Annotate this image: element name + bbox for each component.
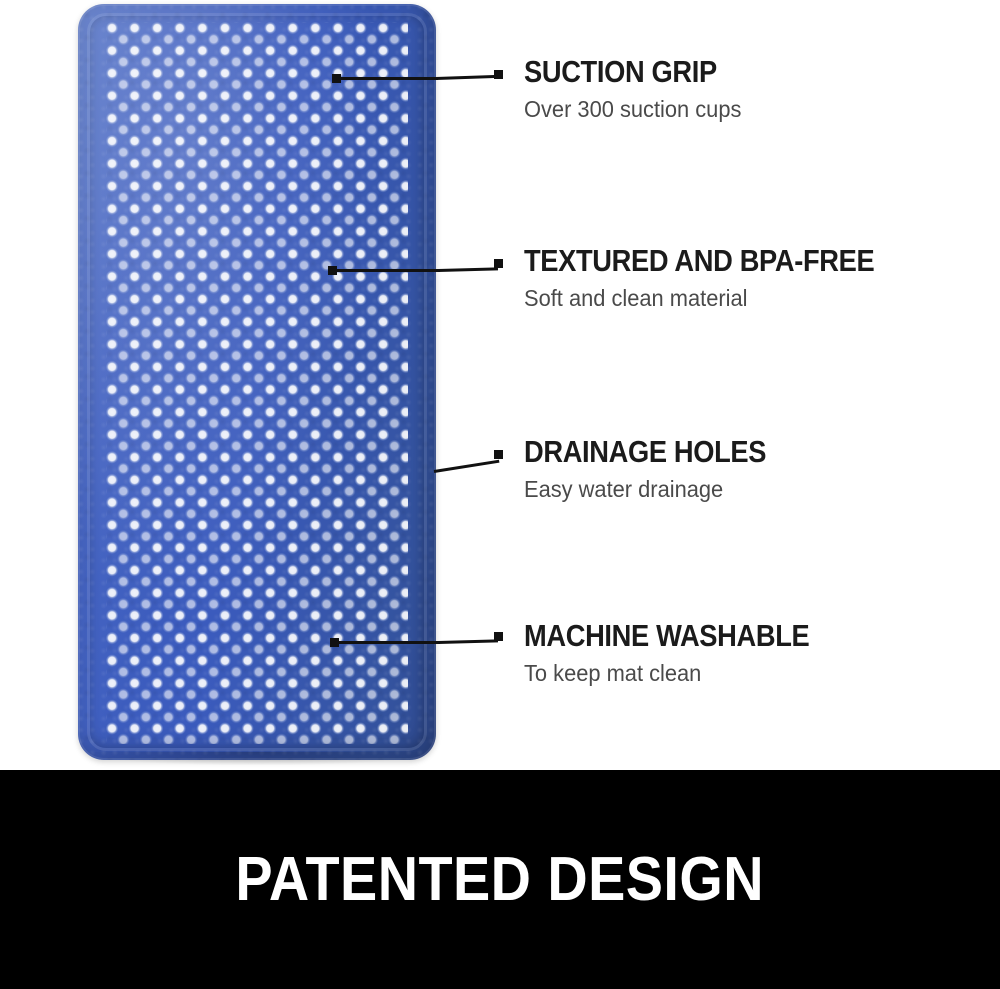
- callout-4-line-diagonal: [438, 639, 498, 644]
- callout-2-line-diagonal: [438, 267, 498, 272]
- callout-4-title: MACHINE WASHABLE: [524, 618, 810, 653]
- callout-3-subtitle: Easy water drainage: [524, 475, 724, 502]
- callout-4-subtitle: To keep mat clean: [524, 659, 702, 686]
- callout-1-line-diagonal: [436, 75, 498, 80]
- callout-2-subtitle: Soft and clean material: [524, 284, 748, 311]
- bottom-banner: [0, 770, 1000, 989]
- callout-4-text: [524, 620, 848, 687]
- callout-1-title: SUCTION GRIP: [524, 54, 717, 89]
- callout-4-line-horizontal-inner: [336, 641, 440, 644]
- callout-1-text: [524, 56, 753, 123]
- callout-1-line-horizontal-inner: [338, 77, 438, 80]
- callout-3-title: DRAINAGE HOLES: [524, 434, 767, 469]
- callout-3-text: [524, 436, 799, 503]
- callout-2-end-dot: [494, 259, 503, 268]
- callout-2-line-horizontal-inner: [334, 269, 440, 272]
- banner-title: PATENTED DESIGN: [235, 845, 765, 914]
- callout-3-line-diagonal: [434, 460, 500, 473]
- callout-4-end-dot: [494, 632, 503, 641]
- callout-3-end-dot: [494, 450, 503, 459]
- callout-1-subtitle: Over 300 suction cups: [524, 95, 742, 122]
- callout-1-end-dot: [494, 70, 503, 79]
- callout-2-text: [524, 245, 922, 312]
- callout-2-title: TEXTURED AND BPA-FREE: [524, 243, 875, 278]
